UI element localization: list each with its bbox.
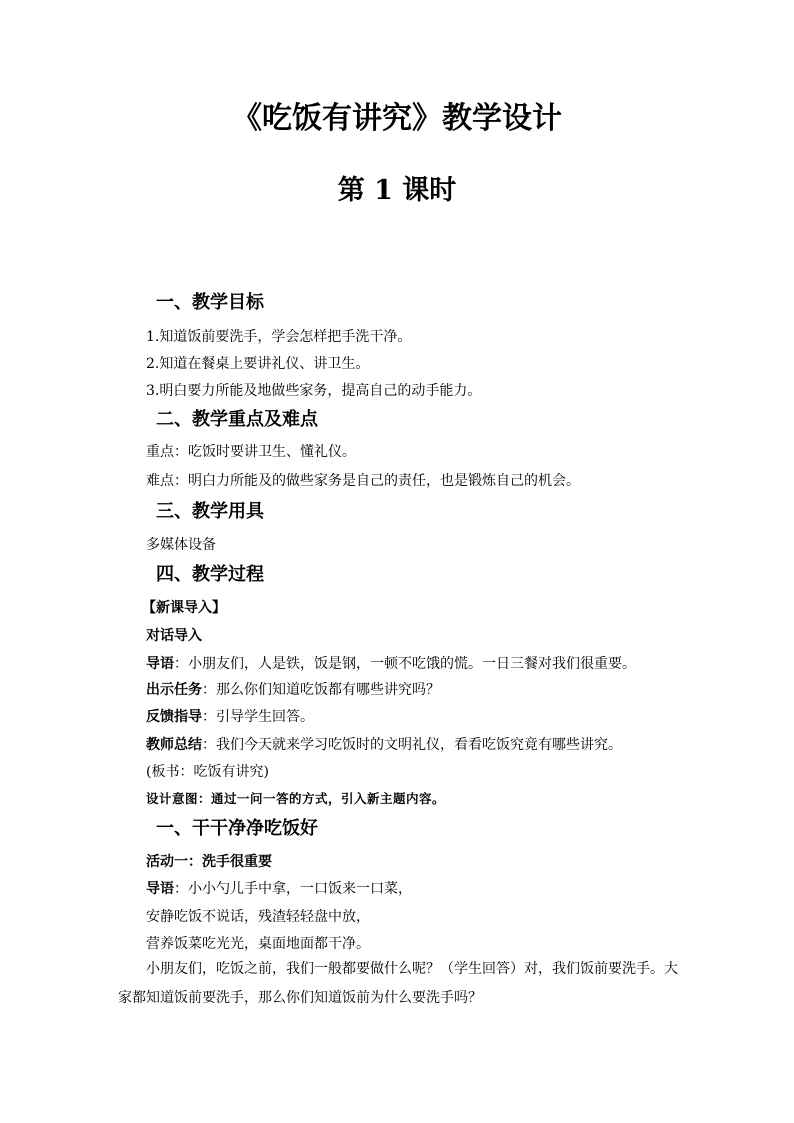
activity-label: 活动一：洗手很重要 bbox=[146, 854, 272, 870]
goal-item: 2.知道在餐桌上要讲礼仪、讲卫生。 bbox=[146, 356, 370, 372]
tools-heading: 三、教学用具 bbox=[156, 501, 264, 522]
summary-line bbox=[146, 734, 622, 756]
rhyme-line: 安静吃饭不说话，残渣轻轻盘中放， bbox=[146, 909, 370, 925]
guide-label: 导语 bbox=[146, 656, 174, 672]
task-line bbox=[146, 679, 440, 701]
goals-heading: 一、教学目标 bbox=[156, 292, 264, 313]
guide-label: 导语 bbox=[146, 881, 174, 897]
task-label: 出示任务 bbox=[146, 682, 202, 698]
rhyme-line bbox=[146, 878, 412, 900]
board-note: (板书：吃饭有讲究) bbox=[146, 764, 269, 780]
goal-item: 1.知道饭前要洗手，学会怎样把手洗干净。 bbox=[146, 329, 412, 345]
body-paragraph: 小朋友们，吃饭之前，我们一般都要做什么呢？（学生回答）对，我们饭前要洗手。大家都知道饭前要洗手，那么你们知道饭前为什么要洗手吗？ bbox=[118, 961, 678, 1006]
lesson-subtitle: 第 1 课时 bbox=[337, 175, 457, 206]
design-intent: 设计意图：通过一问一答的方式，引入新主题内容。 bbox=[146, 791, 446, 806]
new-lesson-label: 【新课导入】 bbox=[142, 600, 226, 616]
dialog-intro-label: 对话导入 bbox=[146, 628, 202, 644]
feedback-label: 反馈指导 bbox=[146, 709, 202, 725]
rhyme-text: ：小小勺儿手中拿，一口饭来一口菜， bbox=[174, 881, 412, 897]
guide-text: ：小朋友们，人是铁，饭是钢，一顿不吃饿的慌。一日三餐对我们很重要。 bbox=[174, 656, 636, 672]
feedback-line bbox=[146, 706, 314, 728]
document-title: 《吃饭有讲究》教学设计 bbox=[232, 101, 562, 136]
difficulty-point: 难点：明白力所能及的做些家务是自己的责任，也是锻炼自己的机会。 bbox=[146, 473, 580, 489]
tools-text: 多媒体设备 bbox=[146, 537, 216, 553]
intro-guide-line bbox=[146, 653, 636, 675]
key-point: 重点：吃饭时要讲卫生、懂礼仪。 bbox=[146, 444, 356, 460]
task-text: ：那么你们知道吃饭都有哪些讲究吗？ bbox=[202, 682, 440, 698]
summary-label: 教师总结 bbox=[146, 737, 202, 753]
summary-text: ：我们今天就来学习吃饭时的文明礼仪，看看吃饭究竟有哪些讲究。 bbox=[202, 737, 622, 753]
rhyme-line: 营养饭菜吃光光，桌面地面都干净。 bbox=[146, 936, 370, 952]
key-points-heading: 二、教学重点及难点 bbox=[156, 409, 318, 430]
part1-heading: 一、干干净净吃饭好 bbox=[156, 818, 318, 839]
process-heading: 四、教学过程 bbox=[156, 564, 264, 585]
goal-item: 3.明白要力所能及地做些家务，提高自己的动手能力。 bbox=[146, 383, 482, 399]
feedback-text: ：引导学生回答。 bbox=[202, 709, 314, 725]
